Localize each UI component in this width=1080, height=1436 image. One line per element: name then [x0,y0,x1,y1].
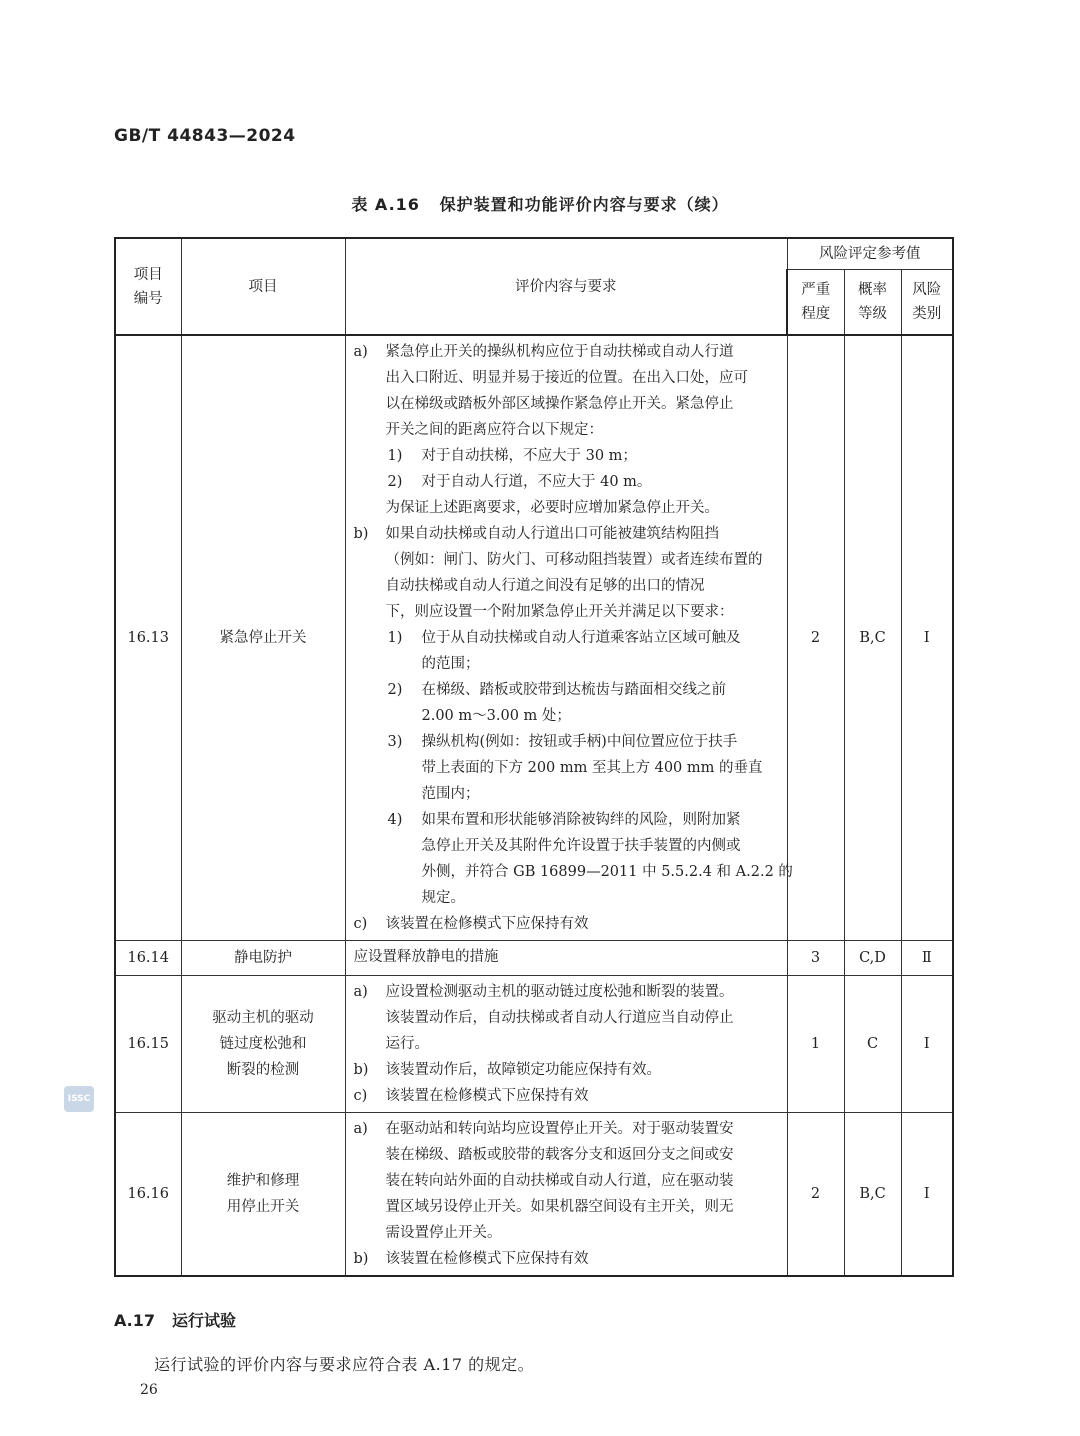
requirement-line [354,1194,781,1220]
requirement-cell [345,335,793,941]
standard-code: GB/T 44843—2024 [114,126,296,146]
requirement-text: 在梯级、踏板或胶带到达梳齿与踏面相交线之前 [421,682,726,698]
table-row [115,976,953,1113]
requirement-text: 装在转向站外面的自动扶梯或自动人行道，应在驱动装 [385,1173,734,1189]
requirement-text: 操纵机构(例如：按钮或手柄)中间位置应位于扶手 [421,734,738,750]
requirement-line [354,1168,781,1194]
requirement-text: 该装置在检修模式下应保持有效 [385,1251,589,1267]
requirement-text: 该装置在检修模式下应保持有效 [385,916,589,932]
item-name-cell: 紧急停止开关 [181,335,345,941]
probability-cell: B,C [844,335,901,941]
list-marker: c) [353,1088,368,1104]
requirement-text: 出入口附近、明显并易于接近的位置。在出入口处，应可 [385,370,748,386]
requirement-text: 带上表面的下方 200 mm 至其上方 400 mm 的垂直 [421,760,763,776]
requirement-cell [345,976,787,1113]
requirement-text: 如果布置和形状能够消除被钩绊的风险，则附加紧 [421,812,741,828]
list-marker: c) [353,916,368,932]
header-risk-class: 风险 类别 [901,269,953,335]
requirement-line [354,1116,781,1142]
requirement-line [354,1142,781,1168]
requirement-text: 该装置动作后，自动扶梯或者自动人行道应当自动停止 [385,1010,734,1026]
list-marker: b) [353,526,369,542]
requirement-text: 的范围； [421,656,480,672]
requirement-text: 范围内； [421,786,480,802]
requirement-line [354,677,781,703]
section-number: A.17 [114,1311,156,1330]
risk-class-cell: Ⅰ [901,1113,953,1277]
requirement-text: 为保证上述距离要求，必要时应增加紧急停止开关。 [385,500,719,516]
severity-cell: 3 [787,941,844,976]
requirement-line [354,911,781,937]
requirement-line [354,781,781,807]
requirement-line [354,807,781,833]
severity-cell: 1 [787,976,844,1113]
requirement-text: 装在梯级、踏板或胶带的载客分支和返回分支之间或安 [385,1147,734,1163]
probability-cell: C,D [844,941,901,976]
requirement-text: 规定。 [421,890,465,906]
list-marker: a) [353,344,368,360]
risk-class-cell: Ⅰ [901,976,953,1113]
severity-cell: 2 [787,1113,844,1277]
requirement-line [354,703,781,729]
section-heading [114,1308,236,1331]
requirement-cell [345,1113,787,1277]
requirement-line [354,391,781,417]
requirement-line [354,573,781,599]
watermark-logo: ISSC [64,1086,94,1112]
requirement-text: 自动扶梯或自动人行道之间没有足够的出口的情况 [385,578,705,594]
sublist-marker: 4) [387,812,403,828]
sublist-marker: 1) [387,630,403,646]
sublist-marker: 3) [387,734,403,750]
requirement-line [354,729,781,755]
probability-cell: C [844,976,901,1113]
requirement-line [354,495,781,521]
requirement-text: 应设置释放静电的措施 [353,949,499,965]
requirement-text: 2.00 m～3.00 m 处； [421,708,571,724]
list-marker: b) [353,1062,369,1078]
requirement-line [354,1083,781,1109]
header-probability: 概率 等级 [844,269,901,335]
requirement-line [354,651,781,677]
requirement-text: 对于自动扶梯，不应大于 30 m； [421,448,637,464]
requirement-line [354,885,781,911]
item-number-cell: 16.13 [115,335,181,941]
requirement-line [354,1220,781,1246]
requirement-line [354,521,781,547]
requirement-line [354,339,781,365]
risk-class-cell: Ⅱ [901,941,953,976]
probability-cell: B,C [844,1113,901,1277]
sublist-marker: 1) [387,448,403,464]
table-row [115,1113,953,1277]
requirement-text: 位于从自动扶梯或自动人行道乘客站立区域可触及 [421,630,741,646]
requirement-line [354,1246,781,1272]
header-content: 评价内容与要求 [345,238,787,335]
requirement-text: （例如：闸门、防火门、可移动阻挡装置）或者连续布置的 [385,552,763,568]
requirement-line [354,417,781,443]
requirement-line [354,944,781,970]
item-number-cell: 16.16 [115,1113,181,1277]
requirement-line [354,833,781,859]
requirement-text: 以在梯级或踏板外部区域操作紧急停止开关。紧急停止 [385,396,734,412]
requirement-text: 需设置停止开关。 [385,1225,502,1241]
header-risk-group: 风险评定参考值 [787,238,953,269]
requirement-text: 开关之间的距离应符合以下规定： [385,422,603,438]
requirement-line [354,1057,781,1083]
requirement-text: 该装置动作后，故障锁定功能应保持有效。 [385,1062,661,1078]
evaluation-table [114,237,954,1277]
requirement-line [354,599,781,625]
section-title: 运行试验 [172,1311,237,1330]
requirement-line [354,979,781,1005]
list-marker: a) [353,1121,368,1137]
requirement-line [354,443,781,469]
item-number-cell: 16.15 [115,976,181,1113]
requirement-text: 如果自动扶梯或自动人行道出口可能被建筑结构阻挡 [385,526,719,542]
item-name-cell: 维护和修理 用停止开关 [181,1113,345,1277]
header-item-no: 项目 编号 [115,238,181,335]
body-paragraph: 运行试验的评价内容与要求应符合表 A.17 的规定。 [154,1355,535,1374]
requirement-text: 下，则应设置一个附加紧急停止开关并满足以下要求： [385,604,734,620]
requirement-line [354,469,781,495]
header-severity: 严重 程度 [787,269,844,335]
requirement-line [354,1005,781,1031]
list-marker: a) [353,984,368,1000]
requirement-line [354,547,781,573]
page-number: 26 [140,1382,158,1398]
requirement-text: 该装置在检修模式下应保持有效 [385,1088,589,1104]
requirement-line [354,1031,781,1057]
sublist-marker: 2) [387,474,403,490]
severity-cell: 2 [787,335,844,941]
requirement-line [354,755,781,781]
requirement-line [354,859,793,885]
header-item: 项目 [181,238,345,335]
requirement-text: 急停止开关及其附件允许设置于扶手装置的内侧或 [421,838,741,854]
table-row [115,335,953,941]
risk-class-cell: Ⅰ [901,335,953,941]
requirement-text: 对于自动人行道，不应大于 40 m。 [421,474,652,490]
table-row [115,941,953,976]
requirement-text: 外侧，并符合 GB 16899—2011 中 5.5.2.4 和 A.2.2 的 [421,864,793,880]
table-header-row [115,238,953,269]
table-title: 表 A.16 保护装置和功能评价内容与要求（续） [351,195,729,214]
requirement-cell [345,941,787,976]
requirement-text: 置区域另设停止开关。如果机器空间设有主开关，则无 [385,1199,734,1215]
sublist-marker: 2) [387,682,403,698]
item-name-cell: 静电防护 [181,941,345,976]
requirement-line [354,365,781,391]
requirement-text: 应设置检测驱动主机的驱动链过度松弛和断裂的装置。 [385,984,734,1000]
requirement-text: 紧急停止开关的操纵机构应位于自动扶梯或自动人行道 [385,344,734,360]
requirement-text: 运行。 [385,1036,429,1052]
list-marker: b) [353,1251,369,1267]
item-name-cell: 驱动主机的驱动 链过度松弛和 断裂的检测 [181,976,345,1113]
item-number-cell: 16.14 [115,941,181,976]
requirement-line [354,625,781,651]
requirement-text: 在驱动站和转向站均应设置停止开关。对于驱动装置安 [385,1121,734,1137]
